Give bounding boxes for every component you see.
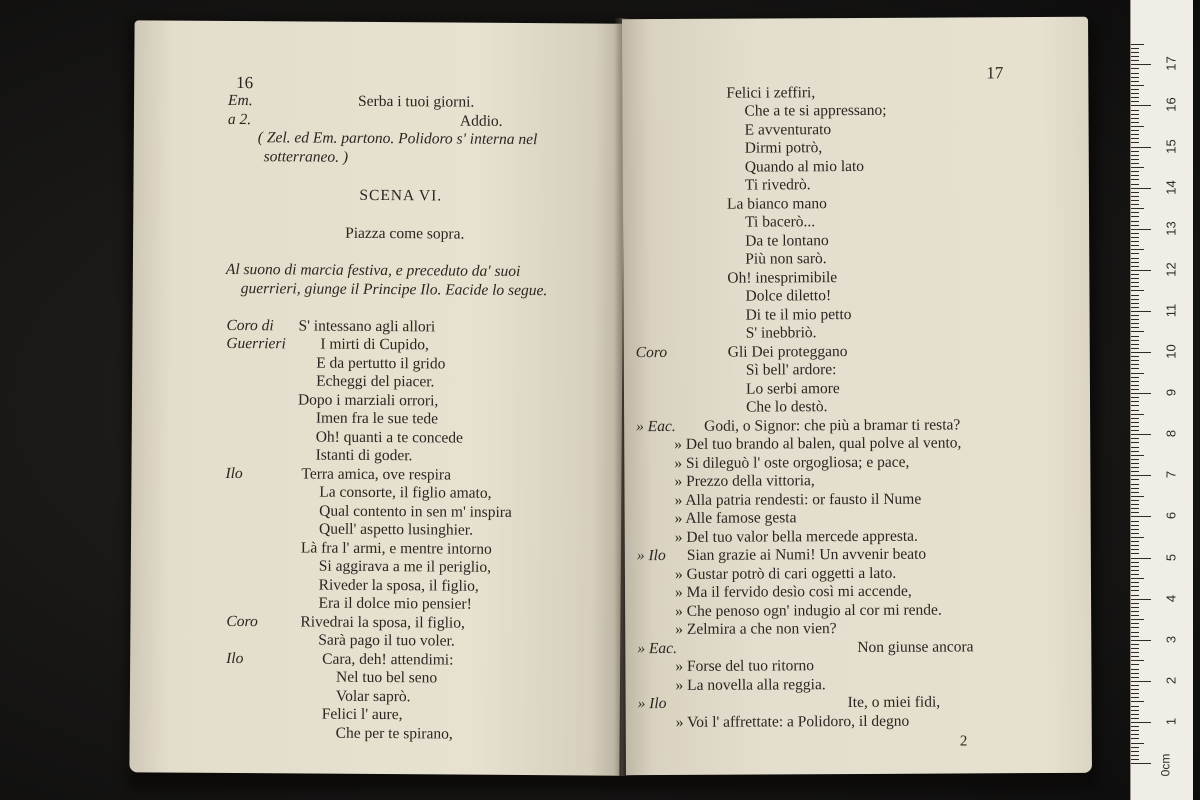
ruler-tick xyxy=(1131,163,1139,164)
ruler-tick xyxy=(1131,221,1139,222)
speaker-label: » Eac. xyxy=(637,639,677,658)
ruler-number: 11 xyxy=(1163,303,1179,318)
ruler-tick xyxy=(1131,451,1139,452)
ruler-tick xyxy=(1131,212,1139,213)
ruler-tick xyxy=(1131,475,1151,476)
text-line: La consorte, il figlio amato, xyxy=(319,483,492,502)
ruler-tick xyxy=(1131,734,1139,735)
ruler-tick xyxy=(1131,529,1139,530)
ruler-tick xyxy=(1131,426,1139,427)
ruler-tick xyxy=(1131,455,1144,456)
ruler-tick xyxy=(1131,438,1139,439)
ruler-tick xyxy=(1131,122,1139,123)
ruler-tick xyxy=(1131,627,1139,628)
ruler-tick xyxy=(1131,179,1139,180)
ruler-number: 17 xyxy=(1163,56,1179,72)
text-line: I mirti di Cupido, xyxy=(320,335,429,354)
text-line: Che lo destò. xyxy=(746,398,828,416)
text-line: Quell' aspetto lusinghier. xyxy=(319,520,474,539)
text-line: Serba i tuoi giorni. xyxy=(358,92,475,111)
ruler-tick xyxy=(1131,110,1139,111)
ruler-tick xyxy=(1131,142,1139,143)
text-line: S' inebbriò. xyxy=(745,324,817,342)
ruler-tick xyxy=(1131,130,1139,131)
ruler-tick xyxy=(1131,578,1144,579)
ruler-tick xyxy=(1131,447,1139,448)
ruler-tick xyxy=(1131,290,1144,291)
ruler-tick xyxy=(1131,442,1139,443)
ruler-tick xyxy=(1131,344,1139,345)
ruler-number: 6 xyxy=(1163,512,1179,520)
text-line: Ti rivedrò. xyxy=(744,176,811,194)
text-line: Oh! inesprimibile xyxy=(727,269,838,287)
text-line: Felici l' aure, xyxy=(321,705,403,724)
ruler-tick xyxy=(1131,200,1139,201)
stage-direction: ( Zel. ed Em. partono. Polidoro s' interna nel xyxy=(257,129,538,149)
text-line: Da te lontano xyxy=(745,232,829,250)
ruler-tick xyxy=(1131,262,1139,263)
ruler-tick xyxy=(1131,467,1139,468)
ruler-tick xyxy=(1131,331,1144,332)
ruler-tick xyxy=(1131,660,1144,661)
ruler-tick xyxy=(1131,759,1139,760)
text-line: Qual contento in sen m' inspira xyxy=(319,502,512,521)
ruler-tick xyxy=(1131,401,1139,402)
ruler-tick xyxy=(1131,77,1139,78)
scene-heading: SCENA VI. xyxy=(359,186,443,205)
ruler-tick xyxy=(1131,479,1139,480)
ruler-tick xyxy=(1131,93,1139,94)
right-page xyxy=(622,17,1092,775)
ruler-tick xyxy=(1131,738,1139,739)
text-line: » Forse del tuo ritorno xyxy=(675,657,815,675)
ruler-number: 8 xyxy=(1163,430,1179,438)
ruler-number: 2 xyxy=(1163,676,1179,684)
ruler-number: 14 xyxy=(1163,179,1179,195)
ruler-tick xyxy=(1131,615,1139,616)
ruler-tick xyxy=(1131,730,1139,731)
text-line: » Che penoso ogn' indugio al cor mi rende. xyxy=(675,601,942,620)
ruler-tick xyxy=(1131,422,1139,423)
text-line: » La novella alla reggia. xyxy=(675,676,826,694)
ruler-tick xyxy=(1131,640,1151,641)
ruler-tick xyxy=(1131,225,1139,226)
ruler-tick xyxy=(1131,278,1139,279)
ruler-tick xyxy=(1131,368,1139,369)
ruler-tick xyxy=(1131,623,1139,624)
ruler-tick xyxy=(1131,570,1139,571)
ruler-tick xyxy=(1131,545,1139,546)
ruler-tick xyxy=(1131,701,1144,702)
ruler-tick xyxy=(1131,356,1139,357)
ruler-tick xyxy=(1131,147,1151,148)
text-line: Là fra l' armi, e mentre intorno xyxy=(300,539,492,558)
ruler-tick xyxy=(1131,159,1139,160)
ruler-tick xyxy=(1131,340,1139,341)
ruler-tick xyxy=(1131,352,1151,353)
speaker-label: a 2. xyxy=(227,110,252,129)
ruler-tick xyxy=(1131,599,1151,600)
ruler-tick xyxy=(1131,743,1144,744)
ruler-tick xyxy=(1131,648,1139,649)
ruler-tick xyxy=(1131,266,1139,267)
ruler-tick xyxy=(1131,138,1139,139)
scene-setting: Piazza come sopra. xyxy=(345,224,465,243)
ruler-tick xyxy=(1131,258,1139,259)
ruler-tick xyxy=(1131,689,1139,690)
text-line: Terra amica, ove respira xyxy=(301,465,452,484)
ruler-tick xyxy=(1131,722,1151,723)
ruler-tick xyxy=(1131,89,1139,90)
text-line: » Si dileguò l' oste orgogliosa; e pace, xyxy=(674,453,910,472)
ruler-tick xyxy=(1131,311,1151,312)
ruler-tick xyxy=(1131,562,1139,563)
text-line: » Del tuo brando al balen, qual polve al vento, xyxy=(674,434,962,453)
ruler-tick xyxy=(1131,512,1139,513)
ruler-number: 10 xyxy=(1163,344,1179,359)
ruler-tick xyxy=(1131,656,1139,657)
ruler-tick xyxy=(1131,60,1139,61)
text-line: » Prezzo della vittoria, xyxy=(674,472,815,490)
ruler-tick xyxy=(1131,274,1139,275)
ruler-tick xyxy=(1131,537,1144,538)
text-line: Imen fra le sue tede xyxy=(315,409,439,428)
page-number: 17 xyxy=(986,63,1004,83)
text-line: Dolce diletto! xyxy=(745,287,832,305)
text-line: Che a te si appressano; xyxy=(744,101,887,120)
text-line: Più non sarò. xyxy=(745,250,827,268)
speaker-label: Em. xyxy=(228,91,253,110)
ruler-tick xyxy=(1131,64,1151,65)
ruler-number: 4 xyxy=(1163,594,1179,602)
text-line: Cara, deh! attendimi: xyxy=(322,650,454,669)
ruler-tick xyxy=(1131,270,1151,271)
ruler-tick xyxy=(1131,500,1139,501)
ruler-tick xyxy=(1131,229,1151,230)
ruler-tick xyxy=(1131,726,1139,727)
ruler-tick xyxy=(1131,541,1139,542)
ruler-tick xyxy=(1131,245,1139,246)
ruler-tick xyxy=(1131,710,1139,711)
ruler-tick xyxy=(1131,204,1139,205)
ruler-tick xyxy=(1131,755,1139,756)
ruler-tick xyxy=(1131,484,1139,485)
ruler-number: 13 xyxy=(1163,220,1179,236)
ruler-tick xyxy=(1131,307,1139,308)
ruler-tick xyxy=(1131,118,1139,119)
ruler-tick xyxy=(1131,582,1139,583)
ruler-tick xyxy=(1131,188,1151,189)
ruler-tick xyxy=(1131,73,1139,74)
ruler-tick xyxy=(1131,44,1144,45)
text-line: » Alla patria rendesti: or fausto il Nume xyxy=(674,490,922,509)
ruler-tick xyxy=(1131,611,1139,612)
measurement-ruler xyxy=(1130,0,1193,800)
ruler-tick xyxy=(1131,249,1144,250)
ruler-tick xyxy=(1131,282,1139,283)
ruler-tick xyxy=(1131,167,1144,168)
ruler-tick xyxy=(1131,586,1139,587)
speaker-label: Coro xyxy=(226,612,258,631)
ruler-number: 16 xyxy=(1163,97,1179,113)
ruler-tick xyxy=(1131,644,1139,645)
ruler-tick xyxy=(1131,134,1139,135)
ruler-tick xyxy=(1131,101,1139,102)
text-line: Oh! quanti a te concede xyxy=(315,428,463,447)
left-page xyxy=(129,20,624,775)
ruler-tick xyxy=(1131,574,1139,575)
ruler-tick xyxy=(1131,405,1139,406)
ruler-tick xyxy=(1131,151,1139,152)
speaker-label: Ilo xyxy=(225,464,243,483)
ruler-tick xyxy=(1131,348,1139,349)
ruler-tick xyxy=(1131,566,1139,567)
ruler-tick xyxy=(1131,553,1139,554)
ruler-tick xyxy=(1131,323,1139,324)
text-line: Non giunse ancora xyxy=(857,638,974,657)
ruler-tick xyxy=(1131,763,1151,764)
ruler-tick xyxy=(1131,184,1139,185)
ruler-tick xyxy=(1131,241,1139,242)
ruler-tick xyxy=(1131,315,1139,316)
stage-direction: sotterraneo. ) xyxy=(263,148,349,166)
ruler-tick xyxy=(1131,516,1151,517)
ruler-tick xyxy=(1131,619,1144,620)
ruler-tick xyxy=(1131,364,1139,365)
text-line: » Del tuo valor bella mercede appresta. xyxy=(674,527,918,546)
speaker-label: Guerrieri xyxy=(226,334,286,353)
text-line: E avventurato xyxy=(744,121,832,139)
ruler-tick xyxy=(1131,471,1139,472)
ruler-tick xyxy=(1131,549,1139,550)
text-line: Ti bacerò... xyxy=(745,213,816,231)
ruler-tick xyxy=(1131,488,1139,489)
ruler-tick xyxy=(1131,693,1139,694)
ruler-tick xyxy=(1131,636,1139,637)
text-line: » Gustar potrò di cari oggetti a lato. xyxy=(674,564,897,583)
ruler-tick xyxy=(1131,192,1139,193)
ruler-tick xyxy=(1131,81,1139,82)
ruler-tick xyxy=(1131,751,1139,752)
ruler-tick xyxy=(1131,492,1139,493)
ruler-number: 1 xyxy=(1163,717,1179,726)
page-number: 16 xyxy=(236,73,254,93)
ruler-tick xyxy=(1131,68,1139,69)
ruler-tick xyxy=(1131,175,1139,176)
ruler-tick xyxy=(1131,504,1139,505)
ruler-tick xyxy=(1131,430,1139,431)
ruler-unit-label: 0cm xyxy=(1158,753,1173,777)
text-line: » Ma il fervido desìo così mi accende, xyxy=(674,582,912,601)
text-line: Sian grazie ai Numi! Un avvenir beato xyxy=(686,545,927,564)
ruler-tick xyxy=(1131,664,1139,665)
speaker-label: Coro xyxy=(635,343,668,362)
ruler-tick xyxy=(1131,595,1139,596)
stage-direction: Al suono di marcia festiva, e preceduto da' suoi xyxy=(225,260,521,280)
ruler-tick xyxy=(1131,253,1139,254)
ruler-tick xyxy=(1131,237,1139,238)
ruler-tick xyxy=(1131,652,1139,653)
ruler-tick xyxy=(1131,319,1139,320)
ruler-tick xyxy=(1131,718,1139,719)
text-line: Era il dolce mio pensier! xyxy=(318,594,472,613)
ruler-number: 12 xyxy=(1163,262,1179,277)
ruler-tick xyxy=(1131,590,1139,591)
ruler-tick xyxy=(1131,171,1139,172)
ruler-tick xyxy=(1131,381,1139,382)
ruler-tick xyxy=(1131,105,1151,106)
speaker-label: » Ilo xyxy=(636,547,666,565)
ruler-number: 3 xyxy=(1163,635,1179,643)
ruler-number: 15 xyxy=(1163,138,1179,154)
speaker-label: Coro di xyxy=(226,316,274,335)
ruler-tick xyxy=(1131,85,1144,86)
ruler-tick xyxy=(1131,393,1151,394)
ruler-tick xyxy=(1131,216,1139,217)
ruler-tick xyxy=(1131,233,1139,234)
ruler-tick xyxy=(1131,673,1139,674)
ruler-tick xyxy=(1131,706,1139,707)
ruler-tick xyxy=(1131,681,1151,682)
ruler-tick xyxy=(1131,418,1139,419)
ruler-tick xyxy=(1131,434,1151,435)
ruler-tick xyxy=(1131,697,1139,698)
ruler-tick xyxy=(1131,603,1139,604)
ruler-tick xyxy=(1131,52,1139,53)
ruler-tick xyxy=(1131,286,1139,287)
text-line: Si aggirava a me il periglio, xyxy=(318,557,492,576)
ruler-tick xyxy=(1131,295,1139,296)
ruler-tick xyxy=(1131,97,1139,98)
ruler-tick xyxy=(1131,385,1139,386)
speaker-label: » Ilo xyxy=(637,695,667,713)
speaker-label: Ilo xyxy=(226,649,244,668)
ruler-tick xyxy=(1131,414,1144,415)
ruler-tick xyxy=(1131,714,1139,715)
text-line: Dirmi potrò, xyxy=(744,139,823,157)
ruler-tick xyxy=(1131,114,1139,115)
ruler-tick xyxy=(1131,299,1139,300)
signature-mark: 2 xyxy=(959,733,968,750)
ruler-tick xyxy=(1131,677,1139,678)
ruler-tick xyxy=(1131,389,1139,390)
speaker-label: » Eac. xyxy=(636,417,676,436)
text-line: Volar saprò. xyxy=(335,687,411,706)
text-line: » Alle famose gesta xyxy=(674,509,797,527)
text-line: S' intessano agli allori xyxy=(298,317,436,336)
text-line: Che per te spirano, xyxy=(335,724,453,743)
ruler-tick xyxy=(1131,377,1139,378)
text-line: Gli Dei proteggano xyxy=(727,343,848,361)
ruler-tick xyxy=(1131,373,1144,374)
ruler-tick xyxy=(1131,208,1144,209)
text-line: Istanti di goder. xyxy=(315,446,413,465)
ruler-number: 5 xyxy=(1163,553,1179,561)
ruler-tick xyxy=(1131,360,1139,361)
ruler-tick xyxy=(1131,496,1144,497)
ruler-tick xyxy=(1131,336,1139,337)
text-line: Felici i zeffiri, xyxy=(726,84,816,102)
ruler-tick xyxy=(1131,533,1139,534)
text-line: Ite, o miei fidi, xyxy=(847,693,941,712)
text-line: Lo serbi amore xyxy=(745,380,840,398)
ruler-tick xyxy=(1131,56,1139,57)
text-line: La bianco mano xyxy=(726,195,827,213)
ruler-tick xyxy=(1131,48,1139,49)
ruler-tick xyxy=(1131,525,1139,526)
text-line: Godi, o Signor: che più a bramar ti resta? xyxy=(704,416,961,435)
text-line: Addio. xyxy=(459,112,503,130)
ruler-tick xyxy=(1131,327,1139,328)
text-line: Nel tuo bel seno xyxy=(335,668,438,687)
ruler-tick xyxy=(1131,508,1139,509)
ruler-tick xyxy=(1131,410,1139,411)
ruler-tick xyxy=(1131,303,1139,304)
ruler-tick xyxy=(1131,669,1139,670)
text-line: » Zelmira a che non vien? xyxy=(675,620,837,638)
text-line: Echeggi del piacer. xyxy=(316,372,435,391)
ruler-tick xyxy=(1131,155,1139,156)
ruler-tick xyxy=(1131,459,1139,460)
text-line: Sì bell' ardore: xyxy=(745,361,837,379)
ruler-tick xyxy=(1131,196,1139,197)
ruler-tick xyxy=(1131,607,1139,608)
ruler-number: 9 xyxy=(1163,388,1179,397)
ruler-tick xyxy=(1131,126,1144,127)
text-line: » Voi l' affrettate: a Polidoro, il degno xyxy=(675,712,910,731)
text-line: Di te il mio petto xyxy=(745,306,852,324)
ruler-tick xyxy=(1131,558,1151,559)
text-line: Quando al mio lato xyxy=(744,157,865,176)
text-line: Riveder la sposa, il figlio, xyxy=(318,576,479,595)
ruler-tick xyxy=(1131,747,1139,748)
ruler-tick xyxy=(1131,397,1139,398)
ruler-number: 7 xyxy=(1163,471,1179,479)
text-line: Sarà pago il tuo voler. xyxy=(318,631,455,650)
ruler-tick xyxy=(1131,521,1139,522)
ruler-tick xyxy=(1131,632,1139,633)
ruler-tick xyxy=(1131,463,1139,464)
text-line: Rivedrai la sposa, il figlio, xyxy=(300,613,465,632)
text-line: Dopo i marziali orrori, xyxy=(297,391,439,410)
text-line: E da pertutto il grido xyxy=(316,354,446,373)
ruler-tick xyxy=(1131,685,1139,686)
stage-direction: guerrieri, giunge il Principe Ilo. Eacide lo segue. xyxy=(240,280,548,300)
